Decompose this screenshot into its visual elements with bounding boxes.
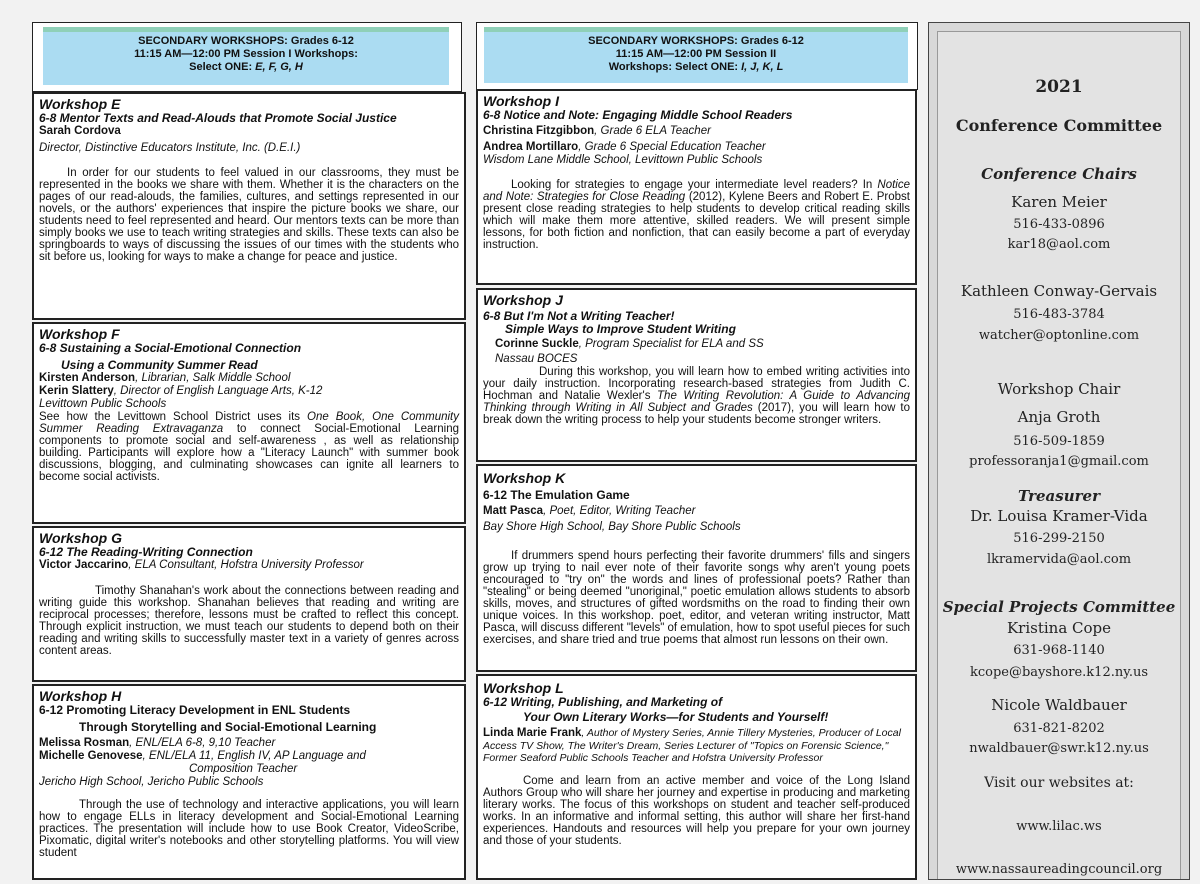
special-projects-phone: 631-821-8202 — [1013, 721, 1105, 736]
presenter-line: Victor Jaccarino, ELA Consultant, Hofstra University Professor — [39, 559, 364, 571]
workshop-subtitle: 6-12 The Reading-Writing Connection — [39, 545, 253, 559]
workshop-subtitle: 6-12 Writing, Publishing, and Marketing of — [483, 695, 723, 709]
workshop-description: During this workshop, you will learn how to embed writing activities into your daily instruction. Incorporating research-based strategies from Judith C. Hochman and Natalie Wexler's The Writing Revolution: A Guide to Advancing Thinking through Writing in All Subject and Grades (2017), you will learn how to break down the writing process to help your students become stronger writers. — [483, 366, 910, 426]
presenter-line: Andrea Mortillaro, Grade 6 Special Education Teacher — [483, 141, 766, 153]
mid-session-header — [484, 27, 908, 83]
committee-title: Conference Committee — [955, 116, 1163, 135]
website-link[interactable]: www.lilac.ws — [1016, 819, 1102, 834]
presenter-affiliation: Levittown Public Schools — [39, 398, 167, 410]
workshop-description: In order for our students to feel valued in our classrooms, they must be represented in the books we share with them. Whether it is the characters on the pages of our read-alouds, the families, cultures, and settings represented in our novels, or the authors' experiences that inspire the picture books we share, our students need to feel represented and heard. Our mentors texts can be more than simply books we use to teach writing strategies and skills. These texts can also be springboards to ways of discussing the issues of our times with the students who sit before us, looking for ways to make a change for peace and justice. — [39, 167, 459, 263]
workshop-chair-phone: 516-509-1859 — [1013, 434, 1105, 449]
special-projects-phone: 631-968-1140 — [1013, 643, 1105, 658]
special-projects-name: Kristina Cope — [1006, 619, 1112, 637]
presenter-line: Corinne Suckle, Program Specialist for ELA and SS — [495, 338, 764, 350]
header-line: SECONDARY WORKSHOPS: Grades 6-12 — [138, 35, 354, 47]
special-projects-email: nwaldbauer@swr.k12.ny.us — [969, 741, 1149, 756]
header-line: 11:15 AM—12:00 PM Session II — [615, 48, 777, 60]
presenter-line: Christina Fitzgibbon, Grade 6 ELA Teacher — [483, 125, 711, 137]
special-projects-heading: Special Projects Committee — [942, 598, 1176, 616]
workshop-title: Workshop I — [483, 93, 559, 109]
workshop-subtitle: 6-8 But I'm Not a Writing Teacher! — [483, 309, 675, 323]
treasurer-name: Dr. Louisa Kramer-Vida — [970, 507, 1148, 525]
workshop-subtitle: 6-12 The Emulation Game — [483, 488, 630, 502]
presenter-role-cont: Composition Teacher — [189, 763, 298, 775]
special-projects-email: kcope@bayshore.k12.ny.us — [969, 665, 1149, 680]
website-link[interactable]: www.nassaureadingcouncil.org — [955, 862, 1163, 877]
presenter-line: Melissa Rosman, ENL/ELA 6-8, 9,10 Teacher — [39, 737, 276, 749]
workshop-f-card — [32, 322, 466, 524]
workshop-subtitle: 6-8 Sustaining a Social-Emotional Connection — [39, 341, 302, 355]
chair-phone: 516-433-0896 — [1013, 217, 1105, 232]
workshop-subtitle-cont: Using a Community Summer Read — [61, 358, 258, 372]
workshop-title: Workshop E — [39, 96, 121, 112]
workshop-description: See how the Levittown School District uses its One Book, One Community Summer Reading Extravaganza to connect Social-Emotional Learning components to promote social and self-awareness , as well as relationship building. Participants will explore how a "Literacy Launch" with summer book discussions, blogging, and culminating showcases can ignite all learners to become social activists. — [39, 411, 460, 483]
presenter-affiliation: Nassau BOCES — [495, 353, 578, 365]
workshop-chair-name: Anja Groth — [1017, 408, 1101, 426]
presenter-line: Matt Pasca, Poet, Editor, Writing Teacher — [483, 505, 696, 517]
chair-email: watcher@optonline.com — [978, 328, 1140, 343]
workshop-k-card — [476, 464, 917, 672]
presenter-line: Michelle Genovese, ENL/ELA 11, English IV, AP Language and — [39, 750, 366, 762]
header-line: 11:15 AM—12:00 PM Session I Workshops: — [134, 48, 358, 60]
workshop-title: Workshop F — [39, 326, 120, 342]
presenter-line: Linda Marie Frank, Author of Mystery Series, Annie Tillery Mysteries, Producer of Local Access TV Show, The Writer's Dream, Series Lecturer of "Topics on Forensic Science," Former Seaford Public Schools Teacher and Hofstra University Professor — [483, 727, 901, 764]
workshop-g-card — [32, 526, 466, 682]
treasurer-phone: 516-299-2150 — [1013, 531, 1105, 546]
year-heading: 2021 — [1035, 77, 1083, 97]
presenter-line: Kirsten Anderson, Librarian, Salk Middle School — [39, 372, 291, 384]
presenter-affiliation: Bay Shore High School, Bay Shore Public Schools — [483, 521, 741, 533]
presenter-affiliation: Wisdom Lane Middle School, Levittown Public Schools — [483, 154, 763, 166]
header-line: Workshops: Select ONE: I, J, K, L — [608, 61, 784, 73]
special-projects-name: Nicole Waldbauer — [991, 696, 1127, 714]
treasurer-email: lkramervida@aol.com — [986, 552, 1132, 567]
workshop-title: Workshop H — [39, 688, 122, 704]
workshop-title: Workshop K — [483, 470, 566, 486]
presenter-name: Sarah Cordova — [39, 125, 121, 137]
workshop-subtitle: 6-8 Mentor Texts and Read-Alouds that Promote Social Justice — [39, 111, 397, 125]
chair-name: Kathleen Conway-Gervais — [960, 282, 1158, 300]
workshop-title: Workshop G — [39, 530, 122, 546]
workshop-description: Come and learn from an active member and voice of the Long Island Authors Group who will share her journey and expertise in producing and marketing literary works. The focus of this workshops on student and teacher self-produced works. In an informative and informal setting, this author will share her first-hand experiences. Handouts and resources will help you prepare for your own journey and those of your students. — [483, 774, 910, 847]
workshop-description: If drummers spend hours perfecting their favorite drummers' fills and singers grow up trying to nail ever note of their favorite songs why aren't young poets encouraged to "try on" the words and lines of professional poets? Rather than "stealing" or being deemed "unoriginal," poetic emulation allows students to absorb skills, moves, and structures of gifted wordsmiths on the road to finding their own unique voices. In this workshop. poet, editor, and veteran writing instructor, Matt Pasca, will discuss different "levels" of emulation, how to spot useful pieces for such exercises, and share tried and true poems that almost run lessons on their own. — [483, 550, 910, 646]
header-line: SECONDARY WORKSHOPS: Grades 6-12 — [588, 35, 804, 47]
workshop-subtitle: 6-8 Notice and Note: Engaging Middle School Readers — [483, 108, 793, 122]
chair-name: Karen Meier — [1011, 193, 1107, 211]
committee-sidebar — [928, 22, 1190, 880]
committee-panel — [937, 31, 1181, 879]
presenter-affiliation: Director, Distinctive Educators Institute, Inc. (D.E.I.) — [39, 142, 301, 154]
workshop-subtitle-cont: Your Own Literary Works—for Students and Yourself! — [523, 710, 829, 724]
workshop-chair-heading: Workshop Chair — [997, 380, 1121, 398]
workshop-description: Timothy Shanahan's work about the connections between reading and writing guide this workshop. Shanahan believes that reading and writing are reciprocal processes; therefore, lessons must be crafted to reflect this concept. Through explicit instruction, we must teach our students to depend both on their reading and writing skills to successfully master text in a variety of genres across content areas. — [39, 585, 459, 657]
conference-chairs-heading: Conference Chairs — [981, 165, 1137, 183]
workshop-j-card — [476, 288, 917, 462]
workshop-subtitle-cont: Simple Ways to Improve Student Writing — [505, 322, 736, 336]
workshop-chair-email: professoranja1@gmail.com — [969, 454, 1149, 469]
treasurer-heading: Treasurer — [1018, 487, 1100, 505]
chair-phone: 516-483-3784 — [1013, 307, 1105, 322]
workshop-description: Through the use of technology and interactive applications, you will learn how to engage ELLs in literacy development and Social-Emotional Learning practices. The presentation will include how to use Book Creator, VideoScribe, Pixomatic, digital writer's notebooks and other storytelling platforms. You will view student — [39, 799, 459, 859]
presenter-line: Kerin Slattery, Director of English Language Arts, K-12 — [39, 385, 323, 397]
visit-websites-label: Visit our websites at: — [984, 775, 1134, 791]
left-session-header — [43, 27, 449, 85]
chair-email: kar18@aol.com — [1007, 237, 1111, 252]
presenter-affiliation: Jericho High School, Jericho Public Schools — [39, 776, 264, 788]
workshop-subtitle-cont: Through Storytelling and Social-Emotional Learning — [79, 720, 377, 734]
header-line: Select ONE: E, F, G, H — [189, 61, 303, 73]
workshop-h-card — [32, 684, 466, 880]
workshop-l-card — [476, 674, 917, 880]
workshop-description: Looking for strategies to engage your intermediate level readers? In Notice and Note: Strategies for Close Reading (2012), Kylene Beers and Robert E. Probst present close reading strategies to help students to develop critical reading skills which will make them more attentive, skilled readers. We will present simple lessons, for both fiction and nonfiction, that can easily become a part of everyday instruction. — [483, 179, 910, 251]
workshop-i-card — [476, 89, 917, 285]
workshop-e-card — [32, 92, 466, 320]
workshop-subtitle: 6-12 Promoting Literacy Development in ENL Students — [39, 703, 351, 717]
workshop-title: Workshop L — [483, 680, 564, 696]
workshop-title: Workshop J — [483, 292, 563, 308]
